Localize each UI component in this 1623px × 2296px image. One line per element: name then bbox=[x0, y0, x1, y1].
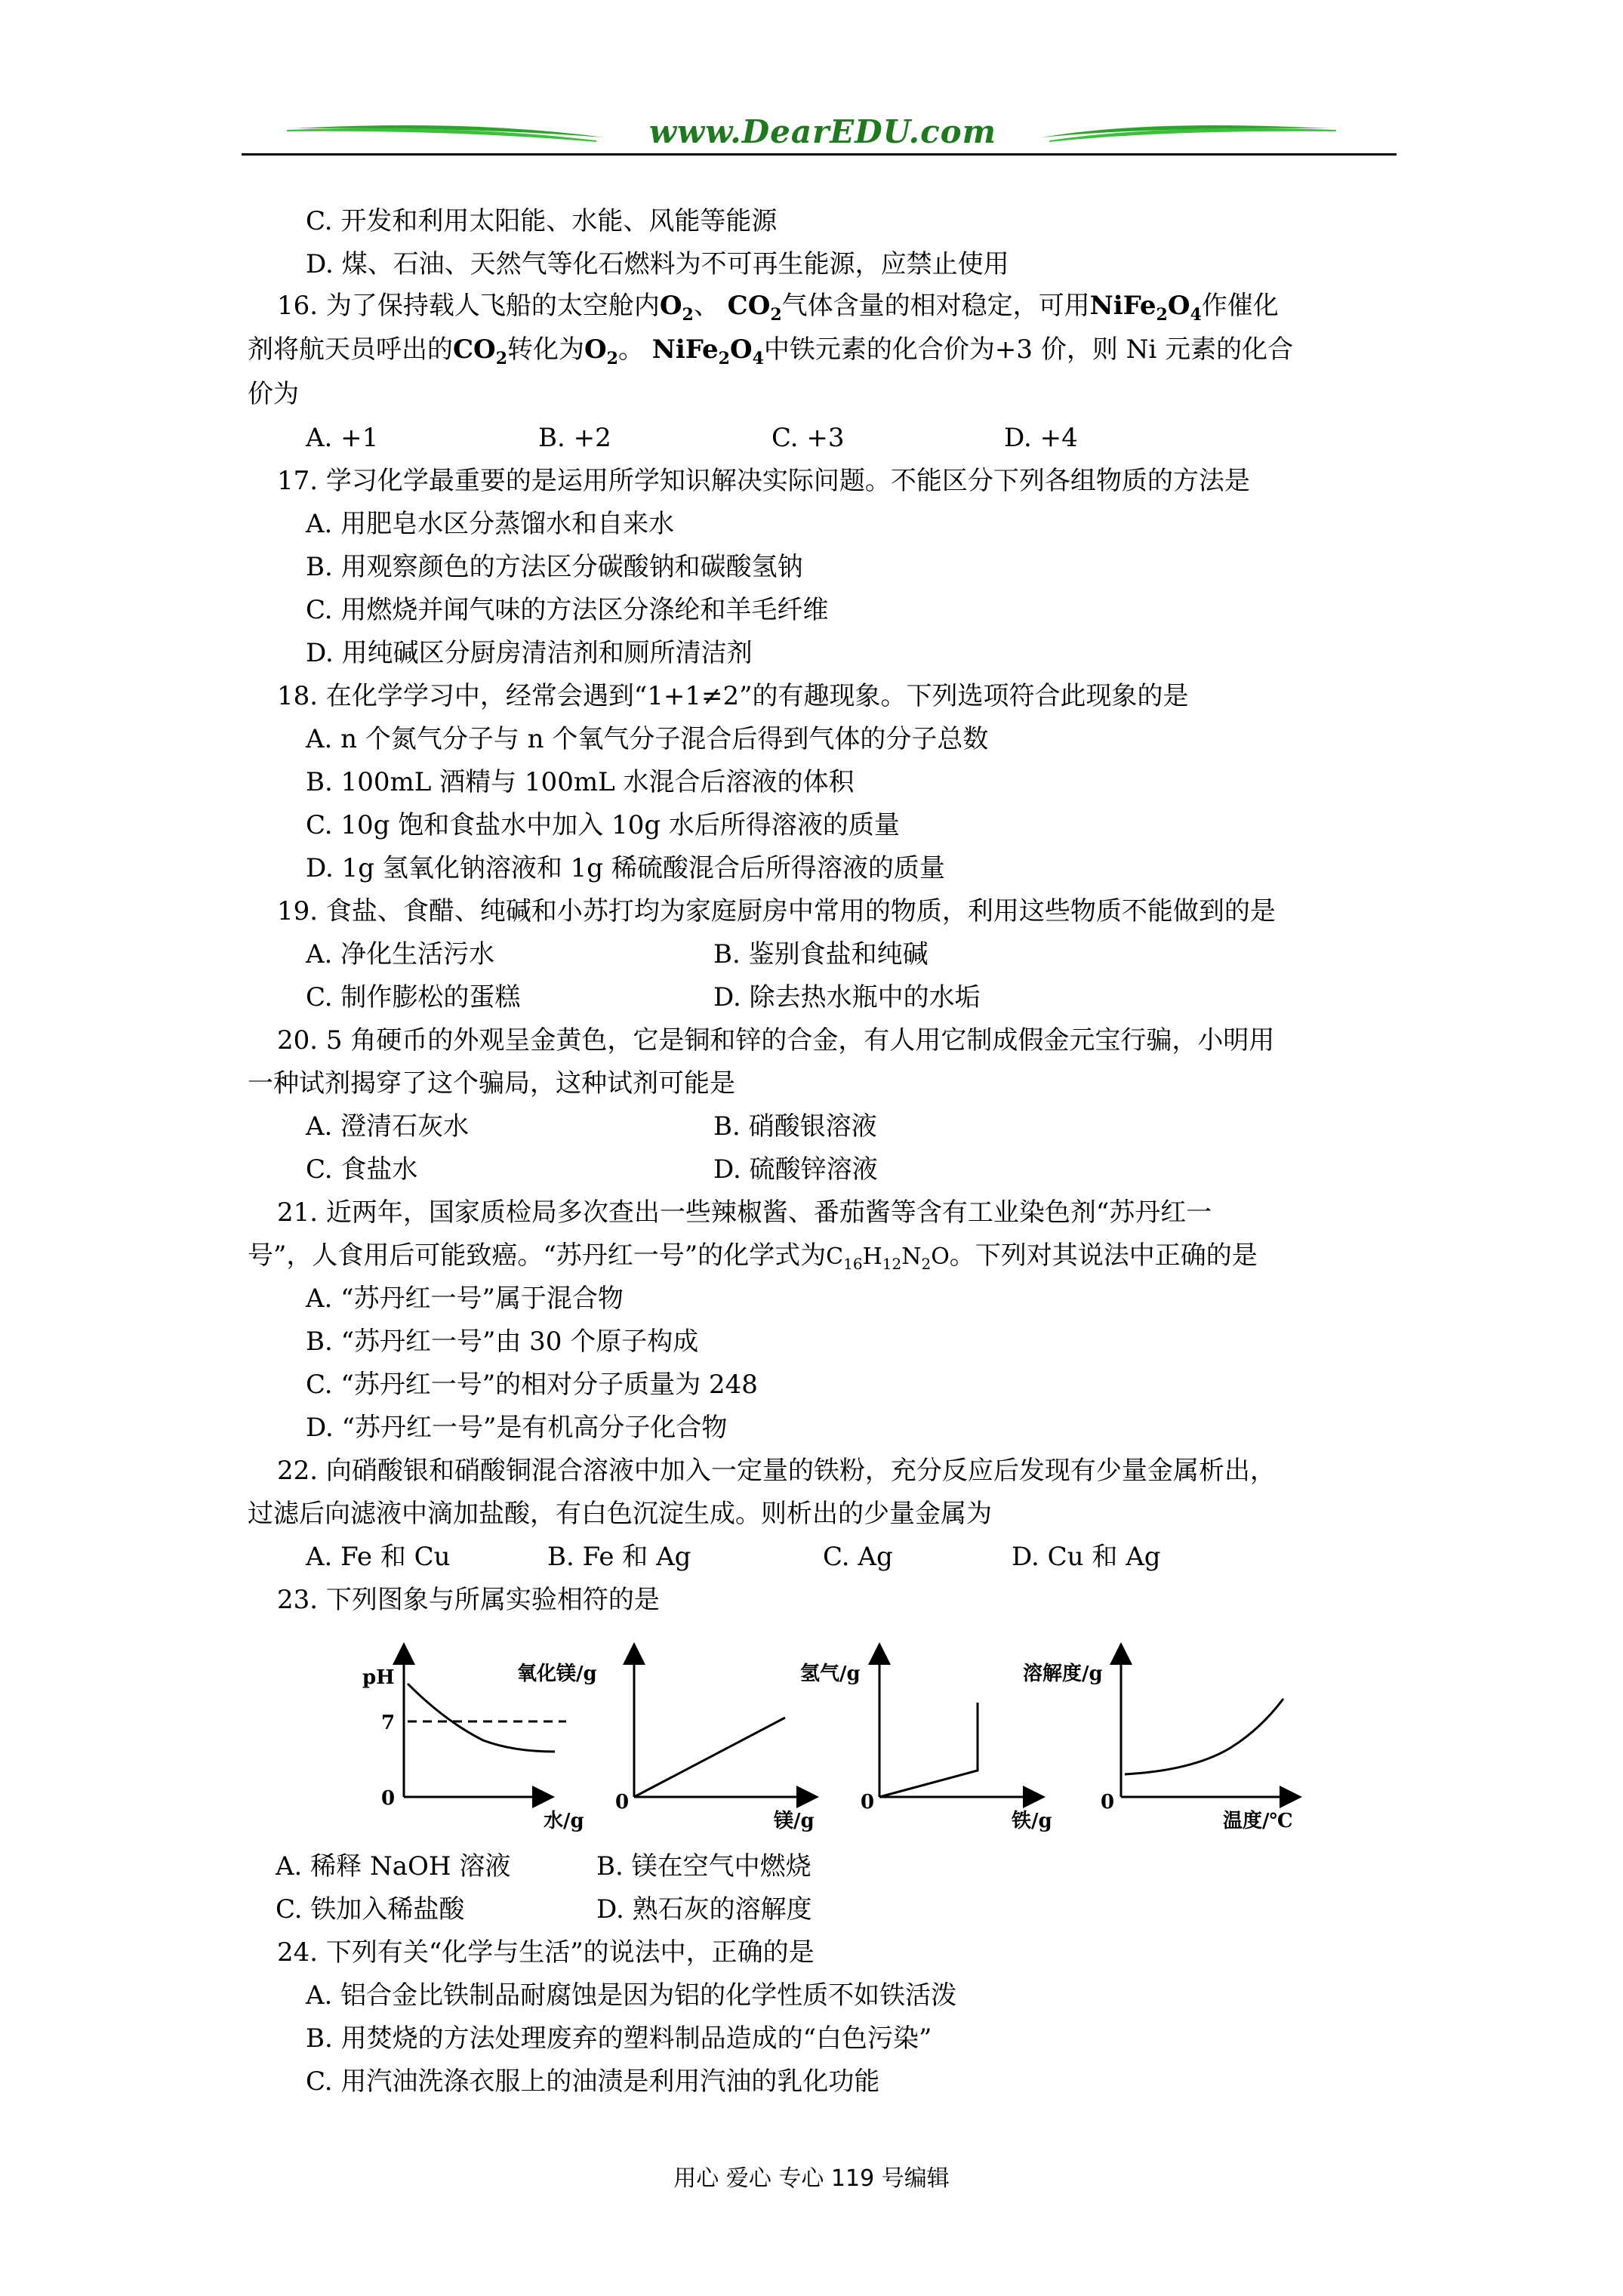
q23-graphs bbox=[347, 1623, 1329, 1842]
q16-option-c: C. +3 bbox=[771, 423, 845, 453]
q16-option-d: D. +4 bbox=[1004, 423, 1078, 453]
q24-option-b: B. 用焚烧的方法处理废弃的塑料制品造成的“白色污染” bbox=[306, 2023, 932, 2054]
graph-h2-origin: 0 bbox=[861, 1791, 875, 1814]
q16-option-a: A. +1 bbox=[306, 423, 379, 453]
page-footer: 用心 爱心 专心 119 号编辑 bbox=[673, 2165, 950, 2192]
q17-option-c: C. 用燃烧并闻气味的方法区分涤纶和羊毛纤维 bbox=[306, 595, 829, 625]
q20-option-c: C. 食盐水 bbox=[306, 1154, 418, 1185]
site-header bbox=[242, 113, 1397, 159]
q19-stem: 19. 食盐、食醋、纯碱和小苏打均为家庭厨房中常用的物质，利用这些物质不能做到的是 bbox=[277, 896, 1276, 926]
q15-option-c: C. 开发和利用太阳能、水能、风能等能源 bbox=[306, 206, 778, 236]
q20-option-d: D. 硫酸锌溶液 bbox=[713, 1154, 878, 1185]
q20-line-1: 20. 5 角硬币的外观呈金黄色，它是铜和锌的合金，有人用它制成假金元宝行骗，小明用 bbox=[277, 1025, 1275, 1056]
graph-solubility bbox=[1023, 1653, 1293, 1832]
q23-option-d: D. 熟石灰的溶解度 bbox=[596, 1894, 812, 1925]
graph-h2-xlabel: 铁/g bbox=[1012, 1810, 1052, 1832]
q22-option-b: B. Fe 和 Ag bbox=[547, 1542, 691, 1572]
q22-option-c: C. Ag bbox=[823, 1542, 893, 1572]
q16-line-2: 剂将航天员呼出的$CO_2$转化为$O_2$。 $NiFe_2O_4$中铁元素的化合价为+3 价，则 Ni 元素的化合 bbox=[248, 334, 1294, 368]
q24-option-a: A. 铝合金比铁制品耐腐蚀是因为铝的化学性质不如铁活泼 bbox=[306, 1980, 957, 2011]
q21-option-a: A. “苏丹红一号”属于混合物 bbox=[306, 1284, 624, 1314]
q23-option-c: C. 铁加入稀盐酸 bbox=[276, 1894, 465, 1925]
q18-option-c: C. 10g 饱和食盐水中加入 10g 水后所得溶液的质量 bbox=[306, 810, 900, 840]
q21-line-2: 号”，人食用后可能致癌。“苏丹红一号”的化学式为$C_{16}H_{12}N_2O$。下列对其说法中正确的是 bbox=[248, 1240, 1258, 1273]
q21-option-c: C. “苏丹红一号”的相对分子质量为 248 bbox=[306, 1370, 758, 1400]
graph-solubility-ylabel: 溶解度/g bbox=[1023, 1663, 1103, 1685]
q21-option-d: D. “苏丹红一号”是有机高分子化合物 bbox=[306, 1413, 728, 1443]
graph-ph-tick-7: 7 bbox=[381, 1712, 396, 1734]
q19-option-a: A. 净化生活污水 bbox=[306, 939, 495, 969]
q19-option-d: D. 除去热水瓶中的水垢 bbox=[713, 982, 981, 1012]
q23-stem: 23. 下列图象与所属实验相符的是 bbox=[277, 1585, 660, 1615]
q21-option-b: B. “苏丹红一号”由 30 个原子构成 bbox=[306, 1327, 699, 1357]
q19-option-b: B. 鉴别食盐和纯碱 bbox=[713, 939, 929, 969]
q19-option-c: C. 制作膨松的蛋糕 bbox=[306, 982, 521, 1012]
q23-graph-set bbox=[347, 1623, 1329, 1842]
graph-mgo-xlabel: 镁/g bbox=[774, 1810, 815, 1832]
q17-option-a: A. 用肥皂水区分蒸馏水和自来水 bbox=[306, 509, 675, 539]
q18-option-d: D. 1g 氢氧化钠溶液和 1g 稀硫酸混合后所得溶液的质量 bbox=[306, 853, 945, 883]
q24-stem: 24. 下列有关“化学与生活”的说法中，正确的是 bbox=[277, 1937, 815, 1968]
graph-ph-origin: 0 bbox=[381, 1787, 396, 1810]
q18-stem: 18. 在化学学习中，经常会遇到“1+1≠2”的有趣现象。下列选项符合此现象的是 bbox=[277, 681, 1189, 711]
q15-option-d: D. 煤、石油、天然气等化石燃料为不可再生能源，应禁止使用 bbox=[306, 249, 1009, 279]
q24-option-c: C. 用汽油洗涤衣服上的油渍是利用汽油的乳化功能 bbox=[306, 2066, 880, 2097]
q16-option-b: B. +2 bbox=[538, 423, 611, 453]
q16-line-1: 16. 为了保持载人飞船的太空舱内$O_2$、 $CO_2$气体含量的相对稳定，可用$NiFe_2O_4$作催化 bbox=[277, 291, 1279, 325]
graph-mgo-ylabel: 氧化镁/g bbox=[517, 1663, 597, 1685]
q17-stem: 17. 学习化学最重要的是运用所学知识解决实际问题。不能区分下列各组物质的方法是 bbox=[277, 466, 1250, 496]
q20-option-b: B. 硝酸银溶液 bbox=[713, 1111, 877, 1142]
q20-line-2: 一种试剂揭穿了这个骗局，这种试剂可能是 bbox=[248, 1068, 735, 1099]
q20-option-a: A. 澄清石灰水 bbox=[306, 1111, 470, 1142]
q17-option-d: D. 用纯碱区分厨房清洁剂和厕所清洁剂 bbox=[306, 638, 753, 668]
q17-option-b: B. 用观察颜色的方法区分碳酸钠和碳酸氢钠 bbox=[306, 552, 803, 582]
q22-option-d: D. Cu 和 Ag bbox=[1012, 1542, 1161, 1572]
graph-h2 bbox=[800, 1653, 1052, 1832]
q23-option-b: B. 镁在空气中燃烧 bbox=[596, 1851, 812, 1881]
q22-line-2: 过滤后向滤液中滴加盐酸，有白色沉淀生成。则析出的少量金属为 bbox=[248, 1499, 992, 1529]
graph-ph-ylabel: pH bbox=[362, 1666, 395, 1689]
q23-option-a: A. 稀释 NaOH 溶液 bbox=[276, 1851, 511, 1881]
graph-mgo bbox=[517, 1653, 815, 1832]
q22-option-a: A. Fe 和 Cu bbox=[306, 1542, 451, 1572]
site-logo: www.DearEDU.com bbox=[648, 113, 997, 150]
graph-solubility-xlabel: 温度/℃ bbox=[1223, 1810, 1293, 1832]
graph-ph-xlabel: 水/g bbox=[544, 1810, 584, 1832]
q18-option-a: A. n 个氮气分子与 n 个氧气分子混合后得到气体的分子总数 bbox=[306, 724, 989, 754]
graph-solubility-origin: 0 bbox=[1101, 1791, 1115, 1814]
q21-line-1: 21. 近两年，国家质检局多次查出一些辣椒酱、番茄酱等含有工业染色剂“苏丹红一 bbox=[277, 1197, 1212, 1228]
q22-line-1: 22. 向硝酸银和硝酸铜混合溶液中加入一定量的铁粉，充分反应后发现有少量金属析出， bbox=[277, 1456, 1276, 1486]
graph-h2-ylabel: 氢气/g bbox=[800, 1663, 861, 1685]
q18-option-b: B. 100mL 酒精与 100mL 水混合后溶液的体积 bbox=[306, 767, 855, 797]
graph-mgo-origin: 0 bbox=[615, 1791, 630, 1814]
q16-line-3: 价为 bbox=[248, 379, 299, 409]
header-rule bbox=[242, 153, 1397, 156]
